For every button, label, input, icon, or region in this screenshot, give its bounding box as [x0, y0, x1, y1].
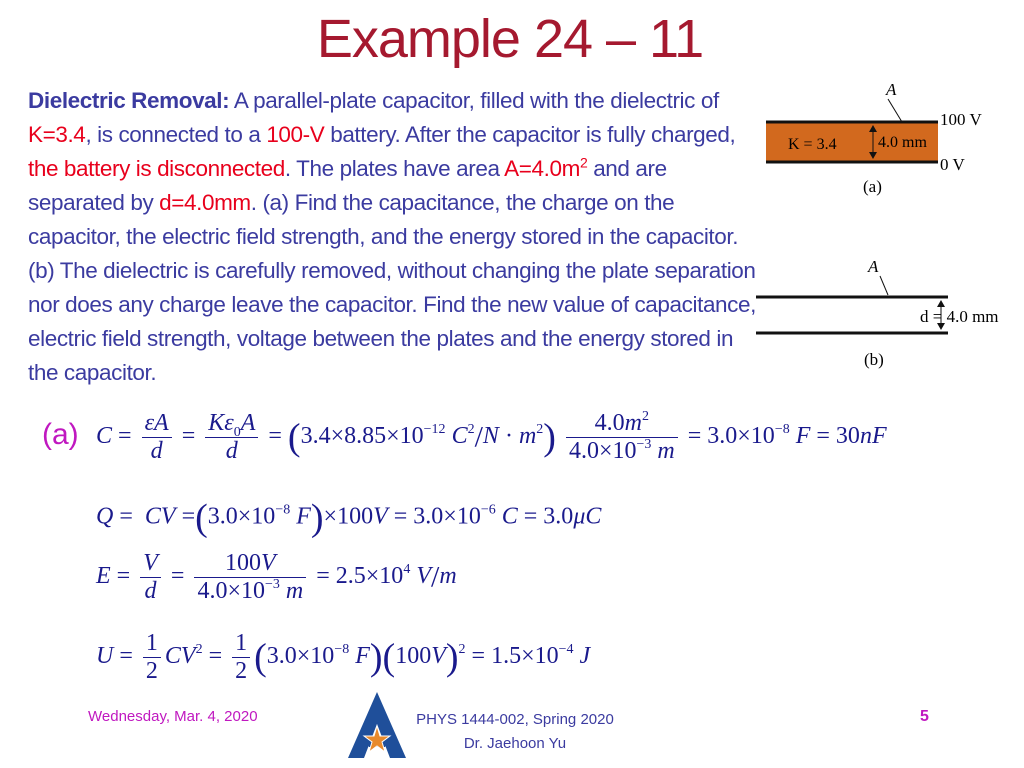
- figure-a: [760, 78, 1022, 200]
- bottom-voltage-label: 0 V: [940, 155, 965, 174]
- course-name: PHYS 1444-002, Spring 2020: [416, 711, 614, 728]
- problem-text: A parallel-plate capacitor, filled with the dielectric of: [229, 88, 719, 113]
- top-voltage-label: 100 V: [940, 110, 982, 129]
- figure-a-gap-label: 4.0 mm: [878, 134, 927, 151]
- part-a-label: (a): [42, 418, 79, 451]
- figure-b-gap-label: d = 4.0 mm: [920, 307, 999, 326]
- problem-text: battery. After the capacitor is fully charged,: [324, 122, 736, 147]
- capacitance-equation: C = $\frac{\varepsilon A}{d}$ = $\frac{K\varepsilon_0A}{d}$ = ($3.4\times 8.85\times 10^{-12}$ $C^2/N \cdot m^2$) $\frac{4.0m^2}{4.0\times 10^{-3} m}$ = $3.0\times 10^{-8}$ F = 30nF: [96, 409, 887, 464]
- footer-course-info: [400, 708, 630, 756]
- footer-date: Wednesday, Mar. 4, 2020: [88, 708, 258, 725]
- battery-disconnected: the battery is disconnected: [28, 156, 285, 181]
- university-logo: [346, 690, 408, 760]
- figure-a-k-label: K = 3.4: [788, 136, 837, 153]
- plate-area: $A=4.0m^2$: [504, 154, 588, 181]
- energy-equation: U = $\frac{1}{2}$ $CV^2$ = $\frac{1}{2}$ ($3.0\times 10^{-8}$ $F)(100V)^2 = 1.5\times 10^{-4}$ J: [96, 630, 591, 684]
- figure-a-caption: (a): [863, 177, 882, 196]
- problem-heading: Dielectric Removal:: [28, 88, 230, 113]
- problem-text: and are separated by: [28, 156, 667, 215]
- figure-b: [752, 255, 1022, 375]
- figure-b-caption: (b): [864, 350, 884, 369]
- field-equation: E = $\frac{V}{d}$ = $\frac{100V}{4.0\times 10^{-3} m}$ = $2.5\times 10^4$ V/m: [96, 550, 457, 604]
- figure-a-plate-label: A: [886, 80, 897, 99]
- battery-voltage: 100-V: [266, 122, 325, 147]
- problem-statement: [28, 84, 763, 390]
- problem-text: . (a) Find the capacitance, the charge on the capacitor, the electric field strength, and the energy stored in the capacitor. (b) The dielectric is carefully removed, without changing the plate separation nor does any charge leave the capacitor. Find the new value of capacitance, electric field strength, voltage between the plates and the energy stored in the capacitor.: [28, 190, 756, 385]
- dielectric-constant: K=3.4: [28, 122, 86, 147]
- page-number: 5: [920, 708, 929, 725]
- plate-separation: d=4.0mm: [159, 190, 251, 215]
- slide-title: Example 24 – 11: [316, 9, 704, 69]
- figure-b-plate-label: A: [868, 257, 879, 276]
- problem-text: . The plates have area: [284, 156, 505, 181]
- instructor-name: Dr. Jaehoon Yu: [463, 735, 567, 752]
- charge-equation: Q = CV $=(3.0\times 10^{-8}$ $F)\times 100V = 3.0\times 10^{-6}$ C = 3.0μC: [96, 497, 602, 539]
- problem-text: , is connected to a: [85, 122, 267, 147]
